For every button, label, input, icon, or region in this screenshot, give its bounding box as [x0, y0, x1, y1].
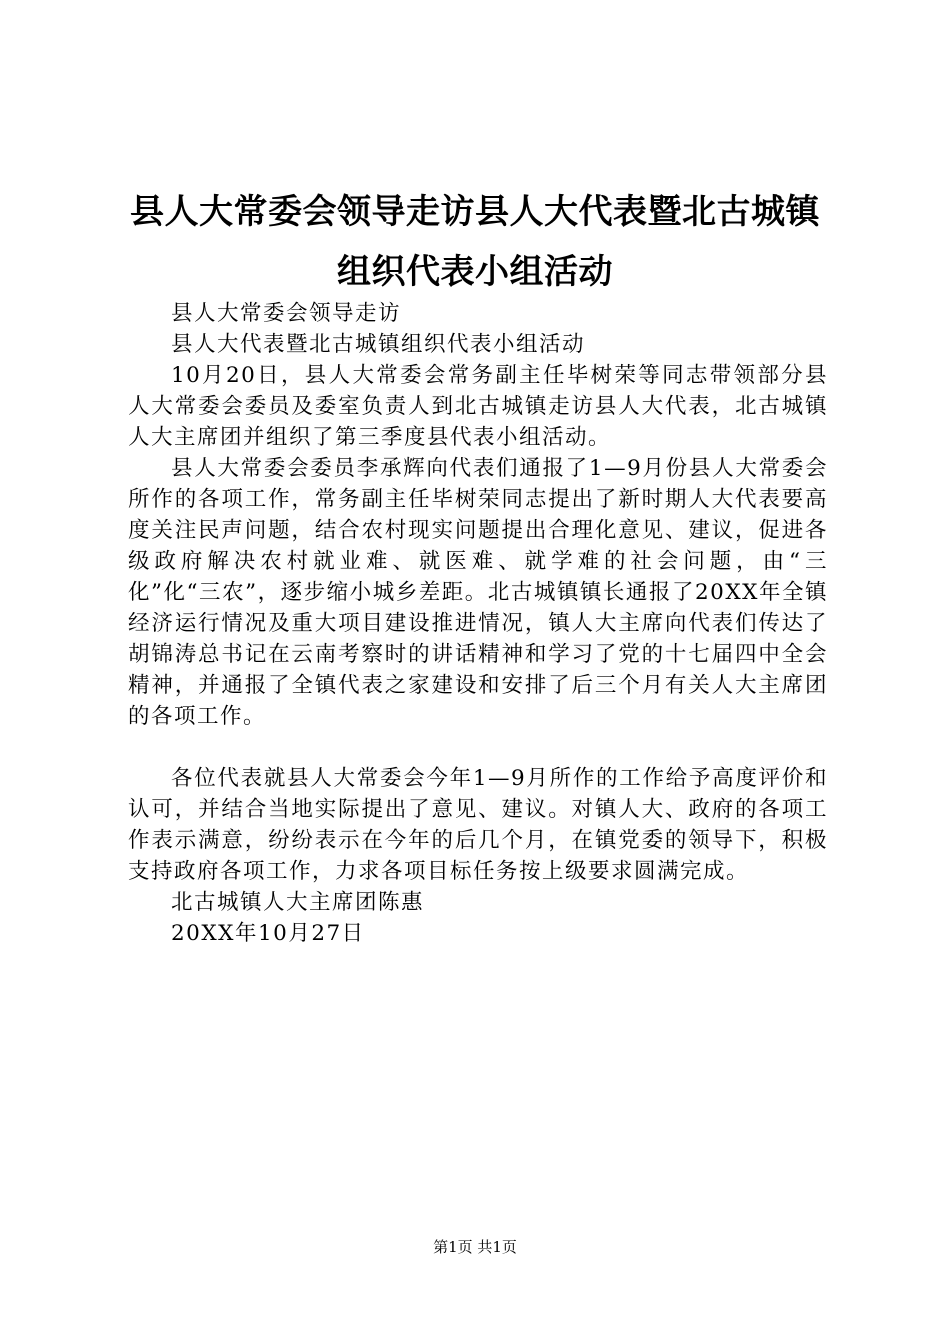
title-line-1: 县人大常委会领导走访县人大代表暨北古城镇: [130, 192, 820, 232]
paragraph-report: 县人大常委会委员李承辉向代表们通报了1—9月份县人大常委会所作的各项工作，常务副主任毕树荣同志提出了新时期人大代表要高度关注民声问题，结合农村现实问题提出合理化意见、建议，促进各级政府解决农村就业难、就医难、就学难的社会问题，由“三化”化“三农”，逐步缩小城乡差距。北古城镇镇长通报了20XX年全镇经济运行情况及重大项目建设推进情况，镇人大主席向代表们传达了胡锦涛总书记在云南考察时的讲话精神和学习了党的十七届四中全会精神，并通报了全镇代表之家建设和安排了后三个月有关人大主席团的各项工作。: [128, 456, 828, 729]
subtitle-line-1: 县人大常委会领导走访: [171, 301, 402, 326]
date-line: 20XX年10月27日: [171, 921, 365, 946]
signature-line: 北古城镇人大主席团陈惠: [171, 890, 425, 915]
page-footer: 第1页 共1页: [433, 1238, 517, 1256]
subtitle-line-2: 县人大代表暨北古城镇组织代表小组活动: [171, 332, 586, 357]
paragraph-intro: 10月20日，县人大常委会常务副主任毕树荣等同志带领部分县人大常委会委员及委室负责人到北古城镇走访县人大代表，北古城镇人大主席团并组织了第三季度县代表小组活动。: [128, 363, 828, 450]
paragraph-spacer: [128, 732, 828, 763]
document-body: [128, 298, 828, 949]
document-title: [110, 182, 840, 302]
paragraph-feedback: 各位代表就县人大常委会今年1—9月所作的工作给予高度评价和认可，并结合当地实际提出了意见、建议。对镇人大、政府的各项工作表示满意，纷纷表示在今年的后几个月，在镇党委的领导下，积极支持政府各项工作，力求各项目标任务按上级要求圆满完成。: [128, 766, 828, 884]
title-line-2: 组织代表小组活动: [337, 252, 613, 292]
